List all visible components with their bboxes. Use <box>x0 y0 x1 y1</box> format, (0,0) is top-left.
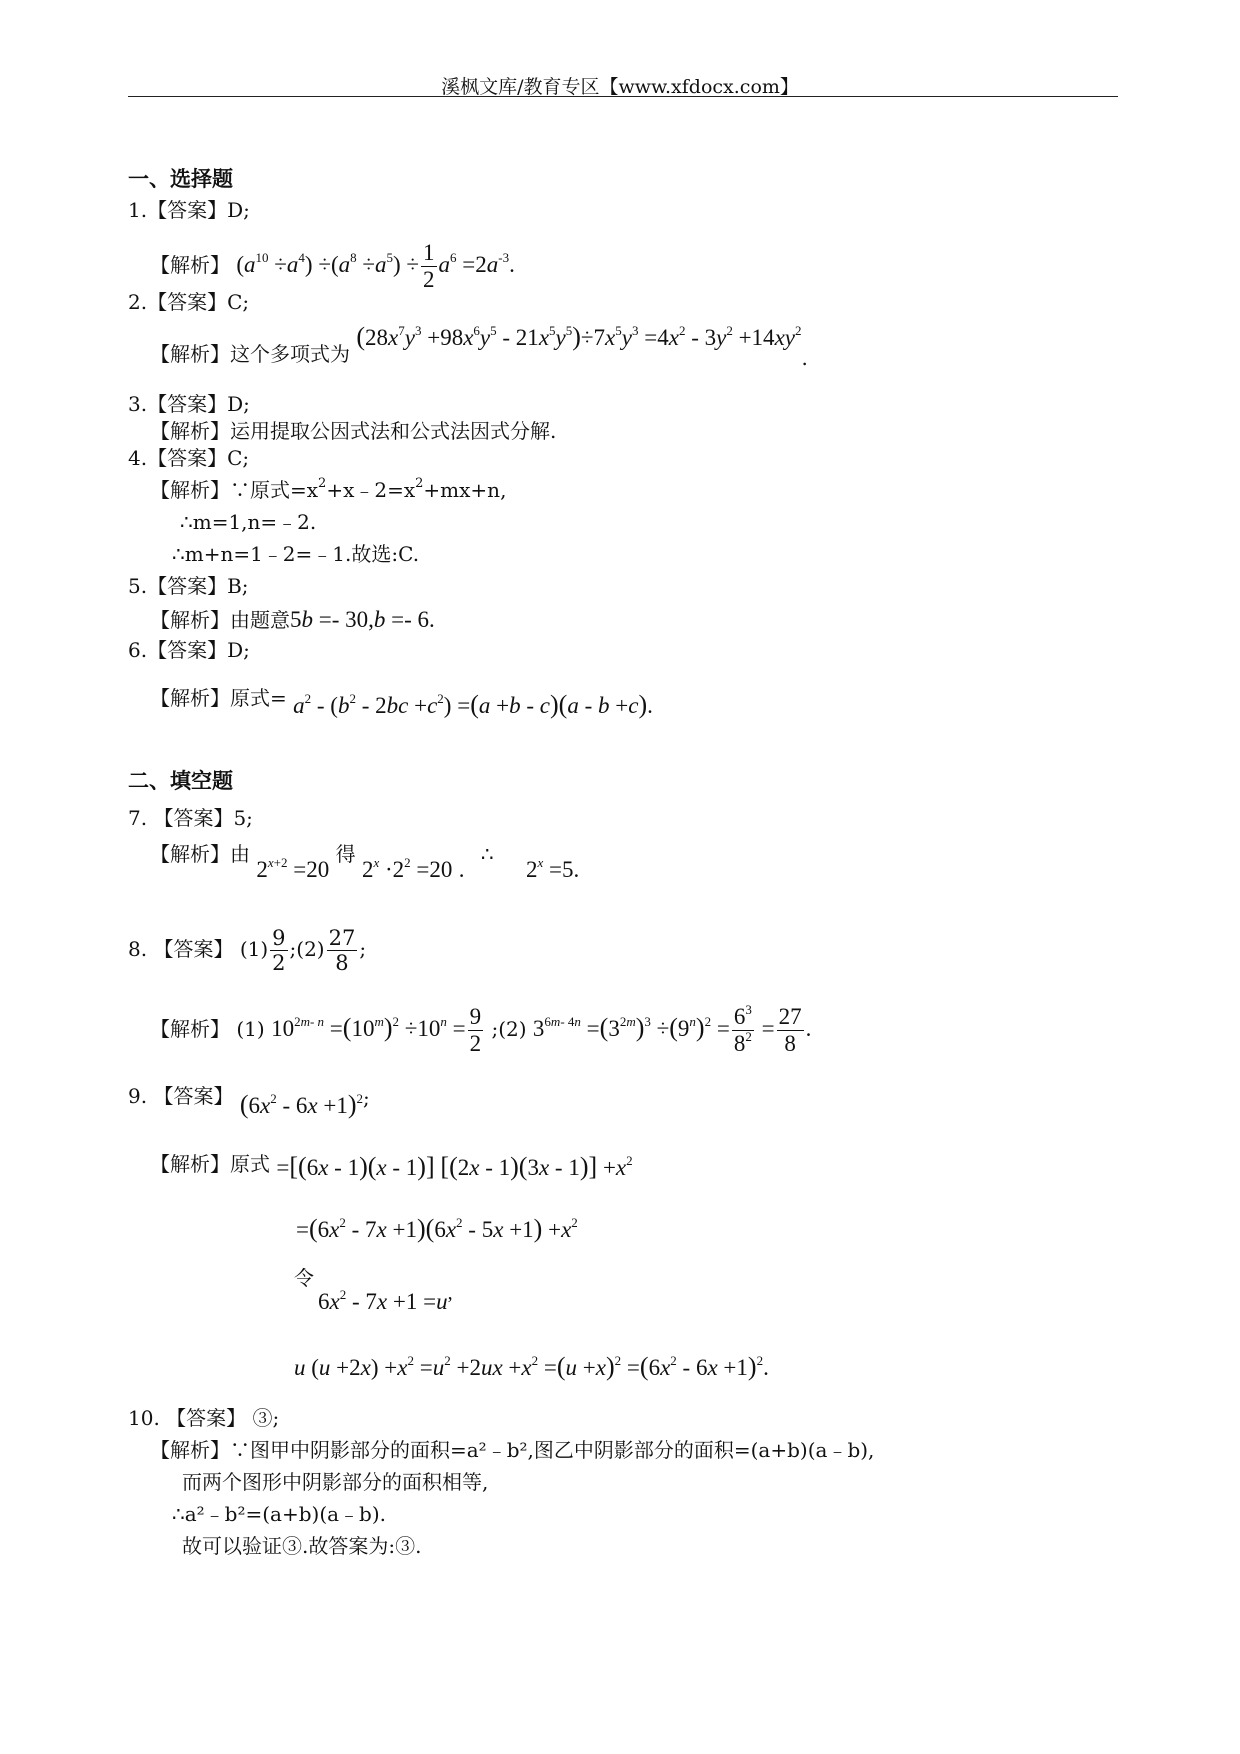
q2-explanation: 【解析】这个多项式为 $(28x^7y^3 +98x^6y^5 - 21x^5y^5)\div 7x^5y^3 =4x^2 - 3y^2 +14xy^2$. <box>150 322 808 370</box>
q8-explanation: 【解析】 (1) $10^{2m- n} =(10^m)^2 \div 10^n$ = $\frac{9}{2}$ ;(2) $3^{6m- 4n} =(3^{2m})^3 \div(9^n)^2$ = $\frac{6^3}{8^2}$ = $\frac{27}{8}$ . <box>150 1002 812 1057</box>
q7-answer: 7. 【答案】5; <box>128 806 253 830</box>
q6-explanation: 【解析】原式= $a^2 - (b^2 - 2bc +c^2) =(a +b - c)(a - b +c)$. <box>150 686 653 719</box>
q4-answer: 4.【答案】C; <box>128 446 250 470</box>
q9-let: 令 <box>294 1266 314 1290</box>
header-rule <box>128 96 1118 97</box>
section-title-fill: 二、填空题 <box>128 768 233 793</box>
q10-explanation-1: 【解析】∵图甲中阴影部分的面积=a²﹣b²,图乙中阴影部分的面积=(a+b)(a﹣b), <box>150 1438 875 1462</box>
q10-explanation-4: 故可以验证③.故答案为:③. <box>182 1534 422 1558</box>
q4-explanation-1: 【解析】∵原式$=x^2+x﹣2=x^2+mx+n$, <box>150 476 507 502</box>
q9-explanation-2: $=(6x^2 - 7x +1)(6x^2 - 5x +1) +x^2$ <box>296 1214 578 1243</box>
q3-answer: 3.【答案】D; <box>128 392 250 416</box>
q2-answer: 2.【答案】C; <box>128 290 250 314</box>
q5-explanation: 【解析】由题意5b =- 30,b =- 6. <box>150 607 435 632</box>
page-header: 溪枫文库/教育专区【www.xfdocx.com】 <box>441 76 799 98</box>
q9-explanation-1: 【解析】原式 =[(6x - 1)(x - 1)] $[(2x - 1)(3x - 1)] +x^2$ <box>150 1152 633 1181</box>
section-title-choice: 一、选择题 <box>128 166 233 191</box>
q7-explanation: 【解析】由 $2^{x+2} =20$ 得 $2^x \cdot 2^2 =20$ . ∴ $2^x =5$. <box>150 842 580 882</box>
q9-substitution: $6x^2 - 7x +1 =u$, <box>318 1282 453 1314</box>
q10-explanation-2: 而两个图形中阴影部分的面积相等, <box>182 1470 489 1494</box>
q9-answer: 9. 【答案】 $(6x^2 - 6x +1)^2$; <box>128 1084 370 1119</box>
q4-explanation-2: ∴m=1,n=﹣2. <box>180 510 317 534</box>
q3-explanation: 【解析】运用提取公因式法和公式法因式分解. <box>150 419 557 443</box>
q6-answer: 6.【答案】D; <box>128 638 250 662</box>
q1-answer: 1.【答案】D; <box>128 198 250 222</box>
q8-answer: 8. 【答案】 (1) $\frac{9}{2}$ ;(2) $\frac{27}{8}$ ; <box>128 926 367 976</box>
q10-answer: 10. 【答案】 ③; <box>128 1406 280 1430</box>
q10-explanation-3: ∴a²﹣b²=(a+b)(a﹣b). <box>172 1502 387 1526</box>
q5-answer: 5.【答案】B; <box>128 574 249 598</box>
q1-explanation: 【解析】 $(a^{10} \div a^4) \div(a^8 \div a^5)$ ÷ $\frac{1}{2}$ $a^6 =2a^{-3}$. <box>150 240 515 293</box>
q4-explanation-3: ∴m+n=1﹣2=﹣1.故选:C. <box>172 542 420 566</box>
q9-explanation-3: u $(u +2x) +x^2 =u^2 +2ux +x^2 =(u +x)^2 =(6x^2 - 6x +1)^2$. <box>294 1352 769 1381</box>
